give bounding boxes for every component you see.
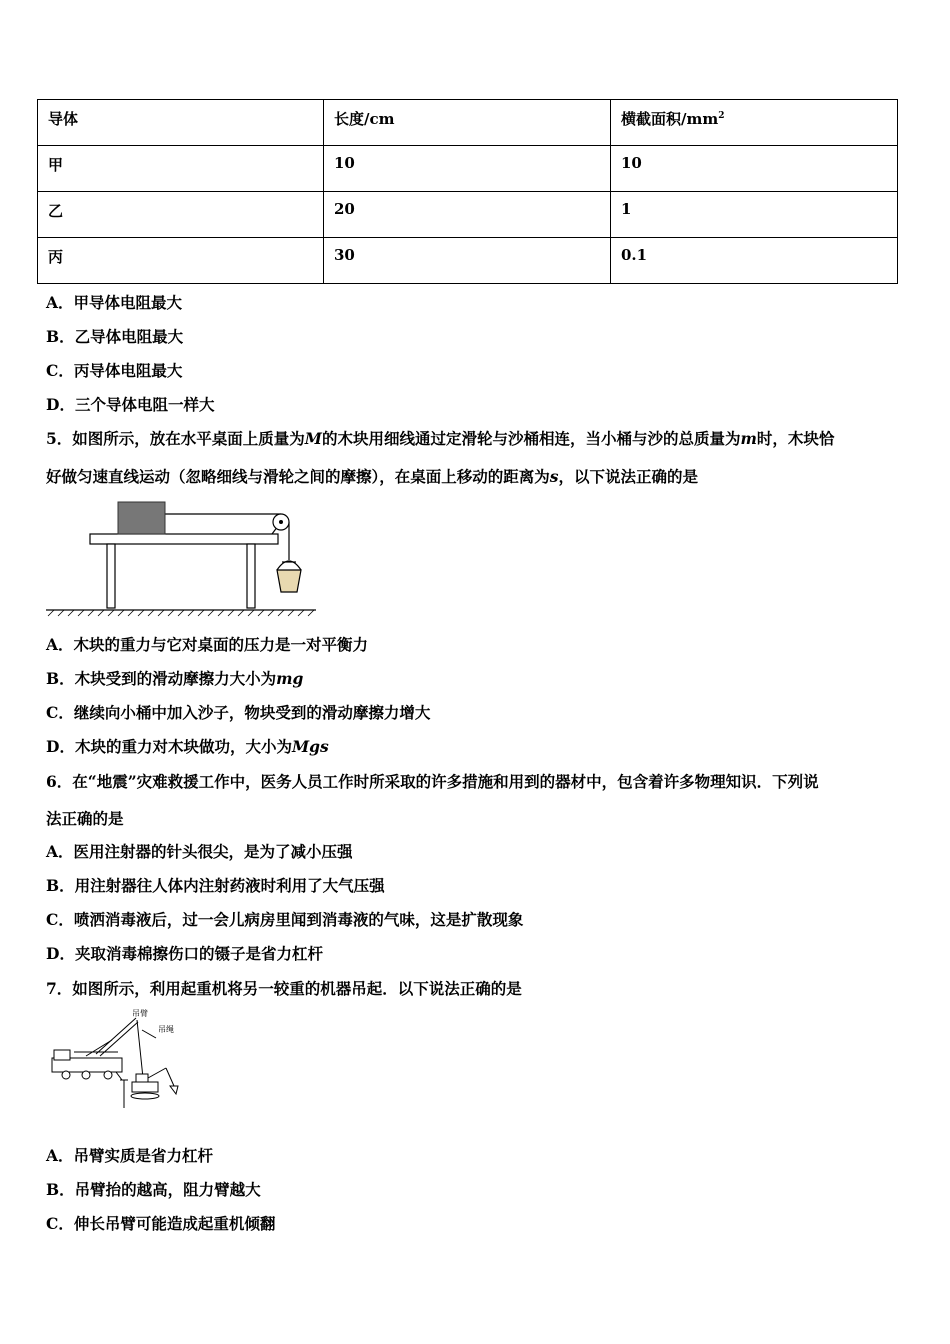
q5-option-a: A．木块的重力与它对桌面的压力是一对平衡力	[46, 635, 369, 654]
q6-option-c: C．喷洒消毒液后，过一会儿病房里闻到消毒液的气味，这是扩散现象	[46, 910, 524, 929]
table-cell: 甲	[38, 146, 324, 192]
table-cell: 20	[324, 192, 611, 238]
q7-option-b: B．吊臂抬的越高，阻力臂越大	[46, 1180, 261, 1199]
q6-stem-line2: 法正确的是	[46, 809, 124, 828]
q7-stem-line1: 7．如图所示，利用起重机将另一较重的机器吊起．以下说法正确的是	[46, 979, 522, 998]
q4-option-b: B．乙导体电阻最大	[46, 327, 184, 346]
table-row	[38, 146, 898, 192]
wood-block	[118, 502, 165, 534]
table-cell: 10	[611, 146, 898, 192]
q5-option-b: B．木块受到的滑动摩擦力大小为mg	[46, 669, 304, 688]
table-row	[38, 192, 898, 238]
q5-option-d: D．木块的重力对木块做功，大小为Mgs	[46, 737, 329, 756]
table-cell: 1	[611, 192, 898, 238]
table-row	[38, 238, 898, 284]
q5-option-c: C．继续向小桶中加入沙子，物块受到的滑动摩擦力增大	[46, 703, 431, 722]
q7-option-a: A．吊臂实质是省力杠杆	[46, 1146, 214, 1165]
q6-option-b: B．用注射器往人体内注射药液时利用了大气压强	[46, 876, 385, 895]
q4-option-a: A．甲导体电阻最大	[46, 293, 183, 312]
q4-option-c: C．丙导体电阻最大	[46, 361, 183, 380]
q5-stem-line1: 5．如图所示，放在水平桌面上质量为M的木块用细线通过定滑轮与沙桶相连，当小桶与沙的总质量为m时，木块恰	[46, 429, 835, 448]
q6-option-d: D．夹取消毒棉擦伤口的镊子是省力杠杆	[46, 944, 323, 963]
table-cell: 10	[324, 146, 611, 192]
q6-stem-line1: 6．在“地震”灾难救援工作中，医务人员工作时所采取的许多措施和用到的器材中，包含着许多物理知识．下列说	[46, 772, 819, 791]
conductor-table	[37, 99, 898, 284]
table-cell: 乙	[38, 192, 324, 238]
table-cell: 0.1	[611, 238, 898, 284]
crane-rope-label: 吊绳	[158, 1025, 174, 1034]
q5-table-pulley-figure	[44, 500, 324, 620]
table-header-row	[38, 100, 898, 146]
q7-crane-figure	[46, 1008, 186, 1112]
table-header-cell: 横截面积$/mm^2$	[611, 100, 898, 146]
table-header-cell: 长度/cm	[324, 100, 611, 146]
q6-option-a: A．医用注射器的针头很尖，是为了减小压强	[46, 842, 353, 861]
q5-stem-line2: 好做匀速直线运动（忽略细线与滑轮之间的摩擦），在桌面上移动的距离为s，以下说法正确的是	[46, 467, 699, 486]
table-header-cell: 导体	[38, 100, 324, 146]
q7-option-c: C．伸长吊臂可能造成起重机倾翻	[46, 1214, 276, 1233]
crane-arm-label: 吊臂	[132, 1009, 148, 1018]
table-cell: 丙	[38, 238, 324, 284]
table-cell: 30	[324, 238, 611, 284]
q4-option-d: D．三个导体电阻一样大	[46, 395, 215, 414]
